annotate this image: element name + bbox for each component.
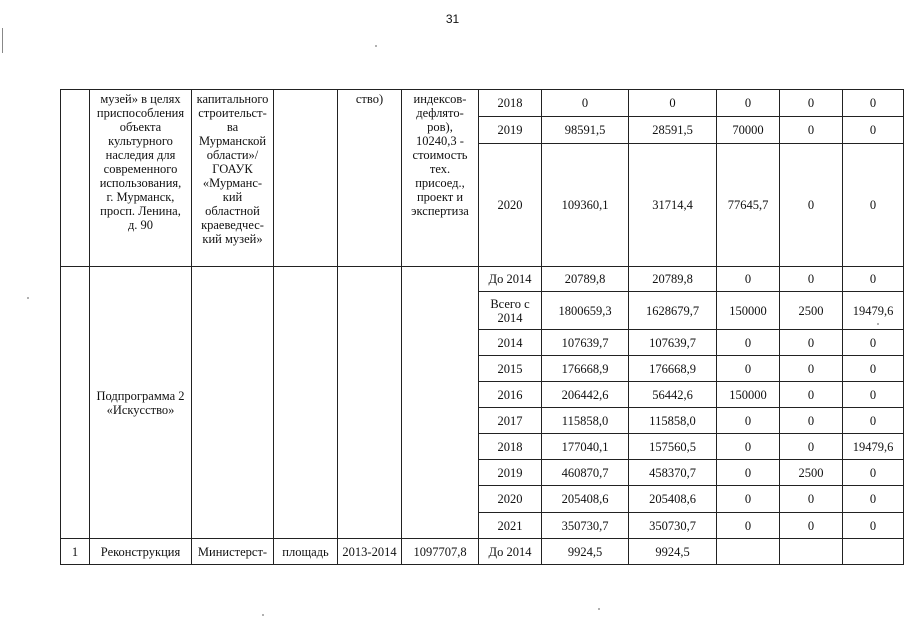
total-cell: 206442,6 xyxy=(542,382,629,408)
other-sources-cell: 0 xyxy=(843,486,904,513)
capacity-cell xyxy=(274,267,338,539)
regional-budget-cell: 20789,8 xyxy=(629,267,717,292)
local-budget-cell: 0 xyxy=(780,117,843,144)
regional-budget-cell: 0 xyxy=(629,90,717,117)
other-sources-cell: 0 xyxy=(843,144,904,267)
local-budget-cell: 0 xyxy=(780,434,843,460)
local-budget-cell: 0 xyxy=(780,408,843,434)
year-cell: 2020 xyxy=(479,486,542,513)
federal-budget-cell: 0 xyxy=(717,330,780,356)
regional-budget-cell: 458370,7 xyxy=(629,460,717,486)
total-cell: 0 xyxy=(542,90,629,117)
local-budget-cell: 0 xyxy=(780,90,843,117)
regional-budget-cell: 205408,6 xyxy=(629,486,717,513)
year-cell: 2021 xyxy=(479,513,542,539)
federal-budget-cell: 150000 xyxy=(717,292,780,330)
regional-budget-cell: 350730,7 xyxy=(629,513,717,539)
total-cell: 9924,5 xyxy=(542,539,629,565)
scan-speck xyxy=(262,614,264,616)
total-cell: 177040,1 xyxy=(542,434,629,460)
local-budget-cell: 0 xyxy=(780,513,843,539)
total-cell: 109360,1 xyxy=(542,144,629,267)
regional-budget-cell: 1628679,7 xyxy=(629,292,717,330)
other-sources-cell: 0 xyxy=(843,356,904,382)
regional-budget-cell: 9924,5 xyxy=(629,539,717,565)
regional-budget-cell: 157560,5 xyxy=(629,434,717,460)
other-sources-cell: 0 xyxy=(843,267,904,292)
federal-budget-cell: 0 xyxy=(717,267,780,292)
total-cell: 1800659,3 xyxy=(542,292,629,330)
scan-speck xyxy=(375,45,377,47)
capacity-cell xyxy=(274,90,338,267)
estimated-cost-cell: индексов- дефлято- ров), 10240,3 - стоимость тех. присоед., проект и экспертиза xyxy=(402,90,479,267)
row-number-cell: 1 xyxy=(61,539,90,565)
other-sources-cell: 0 xyxy=(843,117,904,144)
estimated-cost-cell xyxy=(402,267,479,539)
year-cell: 2018 xyxy=(479,90,542,117)
year-cell: 2017 xyxy=(479,408,542,434)
customer-cell: капитального строительст- ва Мурманской области»/ ГОАУК «Мурманс- кий областной краеведчес- кий музей» xyxy=(192,90,274,267)
local-budget-cell: 0 xyxy=(780,267,843,292)
total-cell: 115858,0 xyxy=(542,408,629,434)
federal-budget-cell: 0 xyxy=(717,513,780,539)
other-sources-cell: 0 xyxy=(843,408,904,434)
federal-budget-cell: 77645,7 xyxy=(717,144,780,267)
total-cell: 350730,7 xyxy=(542,513,629,539)
local-budget-cell: 0 xyxy=(780,144,843,267)
regional-budget-cell: 107639,7 xyxy=(629,330,717,356)
year-cell: 2020 xyxy=(479,144,542,267)
other-sources-cell: 0 xyxy=(843,513,904,539)
scan-speck xyxy=(27,297,29,299)
local-budget-cell: 0 xyxy=(780,356,843,382)
local-budget-cell: 0 xyxy=(780,486,843,513)
subprogram-name-cell: Подпрограмма 2 «Искусство» xyxy=(90,267,192,539)
local-budget-cell: 2500 xyxy=(780,292,843,330)
regional-budget-cell: 31714,4 xyxy=(629,144,717,267)
total-cell: 20789,8 xyxy=(542,267,629,292)
scan-speck xyxy=(877,323,879,325)
regional-budget-cell: 28591,5 xyxy=(629,117,717,144)
year-cell: 2015 xyxy=(479,356,542,382)
year-cell: До 2014 xyxy=(479,267,542,292)
customer-cell xyxy=(192,267,274,539)
period-cell: 2013-2014 xyxy=(338,539,402,565)
other-sources-cell: 0 xyxy=(843,382,904,408)
federal-budget-cell: 0 xyxy=(717,460,780,486)
federal-budget-cell: 0 xyxy=(717,90,780,117)
row-number-cell xyxy=(61,267,90,539)
regional-budget-cell: 176668,9 xyxy=(629,356,717,382)
table-row xyxy=(61,539,904,565)
construction-type-cell xyxy=(338,267,402,539)
total-cell: 460870,7 xyxy=(542,460,629,486)
total-cell: 205408,6 xyxy=(542,486,629,513)
other-sources-cell: 19479,6 xyxy=(843,434,904,460)
local-budget-cell: 0 xyxy=(780,382,843,408)
object-name-cell: музей» в целях приспособления объекта культурного наследия для современного использования, г. Мурманск, просп. Ленина, д. 90 xyxy=(90,90,192,267)
scan-speck xyxy=(598,608,600,610)
federal-budget-cell: 150000 xyxy=(717,382,780,408)
year-cell: 2014 xyxy=(479,330,542,356)
row-number-cell xyxy=(61,90,90,267)
federal-budget-cell: 0 xyxy=(717,356,780,382)
other-sources-cell: 0 xyxy=(843,460,904,486)
year-cell: 2019 xyxy=(479,117,542,144)
customer-cell: Министерст- xyxy=(192,539,274,565)
year-cell: 2019 xyxy=(479,460,542,486)
investment-table xyxy=(60,89,904,565)
total-cell: 107639,7 xyxy=(542,330,629,356)
table-body xyxy=(61,90,904,565)
year-cell: 2018 xyxy=(479,434,542,460)
federal-budget-cell: 0 xyxy=(717,408,780,434)
scan-margin-mark xyxy=(2,28,3,53)
federal-budget-cell: 0 xyxy=(717,486,780,513)
federal-budget-cell: 0 xyxy=(717,434,780,460)
capacity-cell: площадь xyxy=(274,539,338,565)
year-cell: 2016 xyxy=(479,382,542,408)
construction-type-cell: ство) xyxy=(338,90,402,267)
regional-budget-cell: 115858,0 xyxy=(629,408,717,434)
year-cell: Всего с 2014 xyxy=(479,292,542,330)
total-cell: 98591,5 xyxy=(542,117,629,144)
year-cell: До 2014 xyxy=(479,539,542,565)
local-budget-cell: 2500 xyxy=(780,460,843,486)
other-sources-cell: 0 xyxy=(843,90,904,117)
other-sources-cell: 19479,6 xyxy=(843,292,904,330)
local-budget-cell: 0 xyxy=(780,330,843,356)
federal-budget-cell xyxy=(717,539,780,565)
regional-budget-cell: 56442,6 xyxy=(629,382,717,408)
object-name-cell: Реконструкция xyxy=(90,539,192,565)
other-sources-cell xyxy=(843,539,904,565)
total-cell: 176668,9 xyxy=(542,356,629,382)
local-budget-cell xyxy=(780,539,843,565)
table-row xyxy=(61,90,904,117)
federal-budget-cell: 70000 xyxy=(717,117,780,144)
table-row xyxy=(61,267,904,292)
other-sources-cell: 0 xyxy=(843,330,904,356)
page-number: 31 xyxy=(445,12,460,26)
estimated-cost-cell: 1097707,8 xyxy=(402,539,479,565)
